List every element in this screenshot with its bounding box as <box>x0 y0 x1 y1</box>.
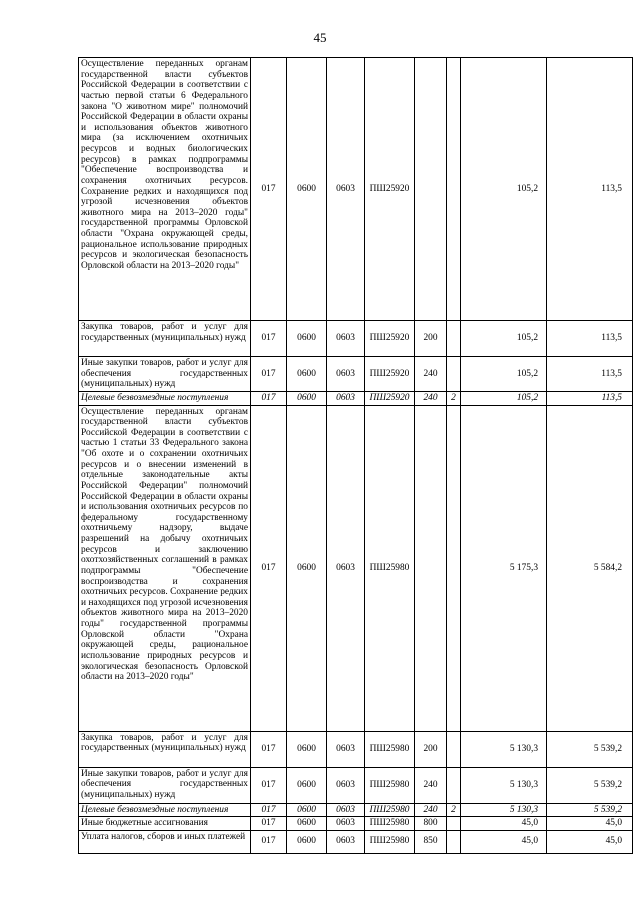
row-amount-year1: 105,2 <box>461 391 547 405</box>
row-subsection: 0603 <box>327 830 365 853</box>
row-subsection: 0603 <box>327 731 365 767</box>
row-funding-source <box>447 731 461 767</box>
row-amount-year1: 5 175,3 <box>461 405 547 731</box>
row-funding-source <box>447 321 461 357</box>
row-funding-source: 2 <box>447 391 461 405</box>
row-description: Закупка товаров, работ и услуг для государственных (муниципальных) нужд <box>79 321 251 357</box>
row-target-article: ПШ25980 <box>365 405 415 731</box>
row-description: Целевые безвозмездные поступления <box>79 391 251 405</box>
row-description: Осуществление переданных органам государственной власти субъектов Российской Федерации в соответствии с частью 1 статьи 33 Федерального закона "Об охоте и о сохранении охотничьих ресурсов и о внесении изменений в отдельные законодательные акты Российской Федерации" полномочий Российской Федерации в области охраны и использования охотничьих ресурсов по федеральному государственному охотничьему надзору, выдаче разрешений на добычу охотничьих ресурсов и заключению охотхозяйственных соглашений в рамках подпрограммы "Обеспечение воспроизводства и сохранения охотничьих ресурсов. Сохранение редких и находящихся под угрозой исчезновения объектов животного мира на 2013–2020 годы" государственной программы Орловской области "Охрана окружающей среды, рациональное использование природных ресурсов и экологическая безопасность Орловской области на 2013–2020 годы" <box>79 405 251 731</box>
table-row <box>79 817 633 831</box>
row-target-article: ПШ25980 <box>365 731 415 767</box>
row-expense-type: 240 <box>415 803 447 817</box>
row-expense-type <box>415 58 447 321</box>
table-body <box>79 58 633 854</box>
table-row <box>79 803 633 817</box>
row-admin-code: 017 <box>251 830 287 853</box>
row-funding-source <box>447 357 461 392</box>
table-row <box>79 405 633 731</box>
row-amount-year2: 45,0 <box>547 830 633 853</box>
row-amount-year1: 5 130,3 <box>461 803 547 817</box>
table-row <box>79 731 633 767</box>
row-amount-year1: 45,0 <box>461 830 547 853</box>
row-section: 0600 <box>287 731 327 767</box>
row-subsection: 0603 <box>327 321 365 357</box>
row-description: Осуществление переданных органам государственной власти субъектов Российской Федерации в соответствии с частью первой статьи 6 Федерального закона "О животном мире" полномочий Российской Федерации в области охраны и использования объектов животного мира (за исключением охотничьих ресурсов и водных биологических ресурсов) в рамках подпрограммы "Обеспечение воспроизводства и сохранения охотничьих ресурсов. Сохранение редких и находящихся под угрозой исчезновения объектов животного мира на 2013–2020 годы" государственной программы Орловской области "Охрана окружающей среды, рациональное использование природных ресурсов и экологическая безопасность Орловской области на 2013–2020 годы" <box>79 58 251 321</box>
row-subsection: 0603 <box>327 391 365 405</box>
row-amount-year2: 5 539,2 <box>547 731 633 767</box>
row-amount-year2: 5 539,2 <box>547 767 633 803</box>
table-row <box>79 391 633 405</box>
row-admin-code: 017 <box>251 405 287 731</box>
row-admin-code: 017 <box>251 817 287 831</box>
row-amount-year1: 105,2 <box>461 357 547 392</box>
row-subsection: 0603 <box>327 767 365 803</box>
row-funding-source <box>447 405 461 731</box>
row-funding-source <box>447 767 461 803</box>
row-target-article: ПШ25980 <box>365 817 415 831</box>
row-description: Иные бюджетные ассигнования <box>79 817 251 831</box>
row-expense-type: 200 <box>415 731 447 767</box>
row-amount-year2: 113,5 <box>547 58 633 321</box>
row-subsection: 0603 <box>327 357 365 392</box>
row-subsection: 0603 <box>327 803 365 817</box>
row-amount-year2: 5 539,2 <box>547 803 633 817</box>
budget-table <box>78 57 633 854</box>
row-funding-source <box>447 830 461 853</box>
row-subsection: 0603 <box>327 58 365 321</box>
row-expense-type: 200 <box>415 321 447 357</box>
row-target-article: ПШ25980 <box>365 830 415 853</box>
row-description: Уплата налогов, сборов и иных платежей <box>79 830 251 853</box>
row-amount-year2: 45,0 <box>547 817 633 831</box>
table-row <box>79 830 633 853</box>
table-row <box>79 321 633 357</box>
row-amount-year1: 105,2 <box>461 321 547 357</box>
row-subsection: 0603 <box>327 817 365 831</box>
row-expense-type: 240 <box>415 767 447 803</box>
row-target-article: ПШ25920 <box>365 321 415 357</box>
row-amount-year1: 5 130,3 <box>461 731 547 767</box>
row-target-article: ПШ25980 <box>365 767 415 803</box>
table-row <box>79 767 633 803</box>
row-section: 0600 <box>287 321 327 357</box>
row-target-article: ПШ25920 <box>365 391 415 405</box>
row-funding-source: 2 <box>447 803 461 817</box>
row-amount-year2: 113,5 <box>547 391 633 405</box>
row-section: 0600 <box>287 405 327 731</box>
row-description: Иные закупки товаров, работ и услуг для обеспечения государственных (муниципальных) нужд <box>79 357 251 392</box>
row-funding-source <box>447 817 461 831</box>
row-amount-year2: 113,5 <box>547 357 633 392</box>
row-expense-type: 800 <box>415 817 447 831</box>
row-section: 0600 <box>287 803 327 817</box>
row-funding-source <box>447 58 461 321</box>
row-admin-code: 017 <box>251 767 287 803</box>
row-section: 0600 <box>287 357 327 392</box>
row-expense-type: 850 <box>415 830 447 853</box>
row-section: 0600 <box>287 391 327 405</box>
row-admin-code: 017 <box>251 391 287 405</box>
row-description: Закупка товаров, работ и услуг для государственных (муниципальных) нужд <box>79 731 251 767</box>
row-amount-year1: 45,0 <box>461 817 547 831</box>
row-admin-code: 017 <box>251 357 287 392</box>
row-admin-code: 017 <box>251 803 287 817</box>
row-admin-code: 017 <box>251 731 287 767</box>
row-subsection: 0603 <box>327 405 365 731</box>
page-number: 45 <box>313 30 327 45</box>
row-target-article: ПШ25920 <box>365 357 415 392</box>
row-expense-type: 240 <box>415 357 447 392</box>
row-description: Целевые безвозмездные поступления <box>79 803 251 817</box>
row-expense-type <box>415 405 447 731</box>
row-section: 0600 <box>287 830 327 853</box>
row-admin-code: 017 <box>251 321 287 357</box>
row-amount-year2: 5 584,2 <box>547 405 633 731</box>
row-description: Иные закупки товаров, работ и услуг для обеспечения государственных (муниципальных) нужд <box>79 767 251 803</box>
row-section: 0600 <box>287 817 327 831</box>
row-section: 0600 <box>287 767 327 803</box>
row-amount-year1: 105,2 <box>461 58 547 321</box>
row-section: 0600 <box>287 58 327 321</box>
row-amount-year1: 5 130,3 <box>461 767 547 803</box>
row-target-article: ПШ25920 <box>365 58 415 321</box>
table-row <box>79 357 633 392</box>
row-target-article: ПШ25980 <box>365 803 415 817</box>
row-admin-code: 017 <box>251 58 287 321</box>
row-expense-type: 240 <box>415 391 447 405</box>
table-row <box>79 58 633 321</box>
row-amount-year2: 113,5 <box>547 321 633 357</box>
